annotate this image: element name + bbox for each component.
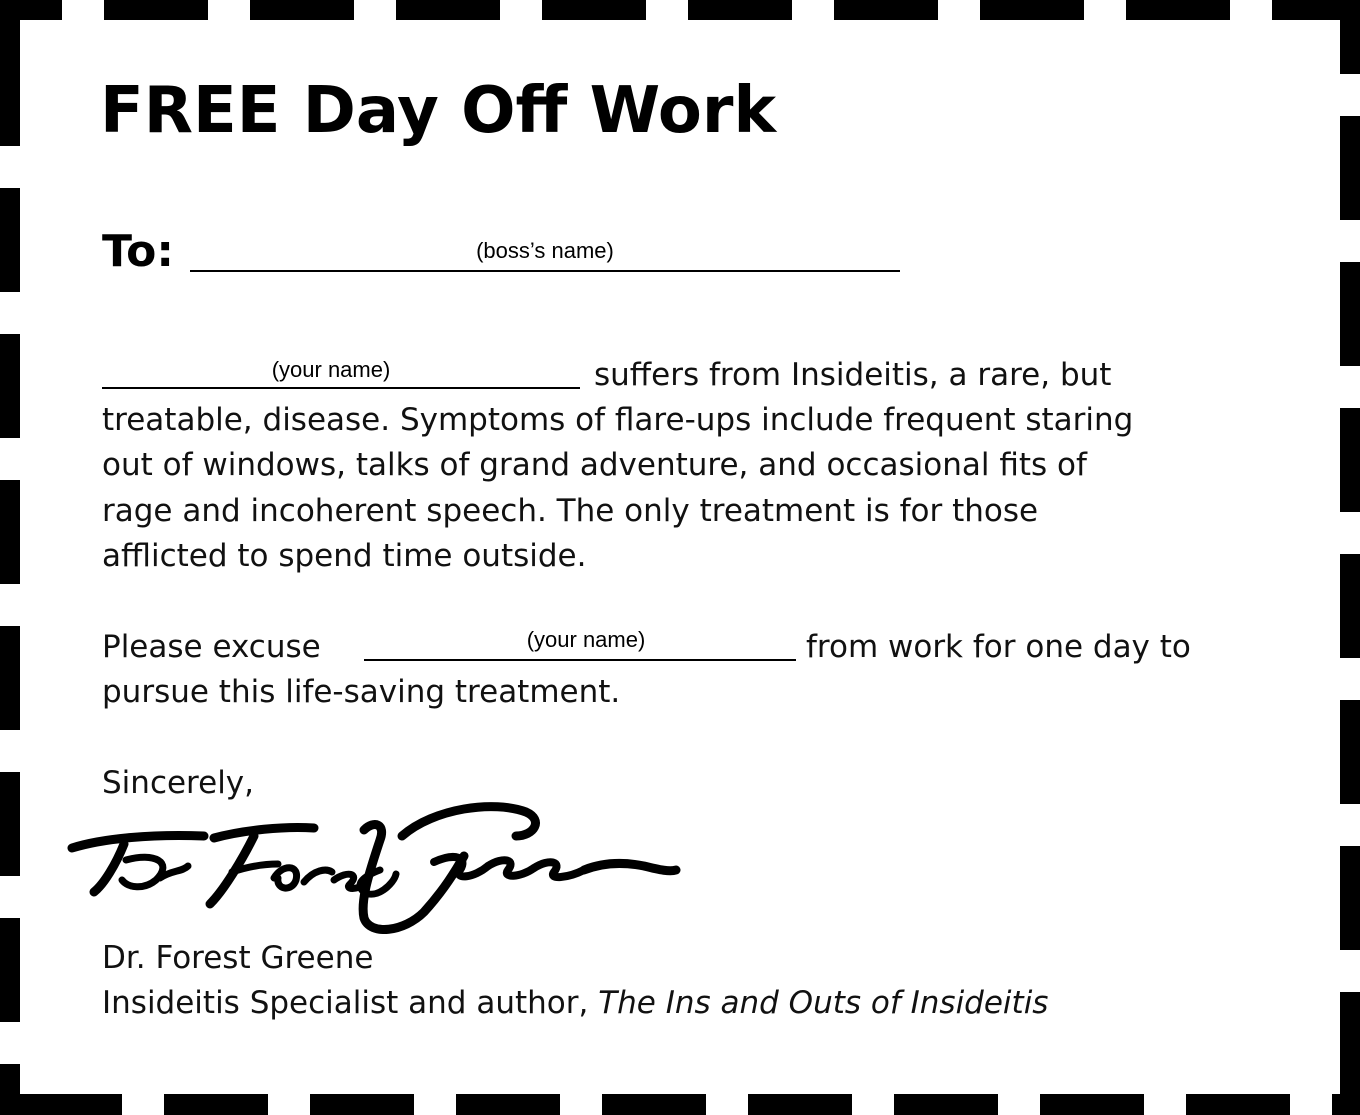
paragraph1-line1: suffers from Insideitis, a rare, but	[594, 357, 1112, 393]
page-title: FREE Day Off Work	[100, 74, 776, 148]
your-name-hint-1: (your name)	[271, 357, 391, 382]
book-title: The Ins and Outs of Insideitis	[598, 985, 1049, 1021]
paragraph2-line1-rest: from work for one day to	[806, 629, 1191, 665]
to-label: To:	[102, 226, 174, 277]
paragraph1-line3: out of windows, talks of grand adventure, and occasional fits of	[102, 447, 1087, 483]
paragraph1-line2: treatable, disease. Symptoms of flare-ups include frequent staring	[102, 402, 1134, 438]
your-name-hint-2: (your name)	[526, 627, 646, 652]
paragraph2-prefix: Please excuse	[102, 629, 321, 665]
boss-name-hint: (boss’s name)	[476, 238, 614, 263]
signer-name: Dr. Forest Greene	[102, 940, 374, 976]
paragraph2-line2: pursue this life-saving treatment.	[102, 674, 621, 710]
your-name-field-1[interactable]	[102, 357, 580, 389]
dashed-border-right	[1340, 0, 1360, 1115]
dashed-border-top	[0, 0, 1360, 20]
signer-title	[102, 981, 1048, 1027]
paragraph1-line5: afflicted to spend time outside.	[102, 538, 587, 574]
signer-title-prefix: Insideitis Specialist and author,	[102, 985, 589, 1021]
handwritten-signature	[64, 800, 684, 940]
boss-name-field[interactable]	[190, 240, 900, 272]
dashed-border-bottom	[0, 1094, 1360, 1115]
dashed-border-left	[0, 0, 20, 1115]
paragraph1-line4: rage and incoherent speech. The only treatment is for those	[102, 493, 1039, 529]
closing: Sincerely,	[102, 765, 255, 801]
your-name-field-2[interactable]	[364, 629, 796, 661]
